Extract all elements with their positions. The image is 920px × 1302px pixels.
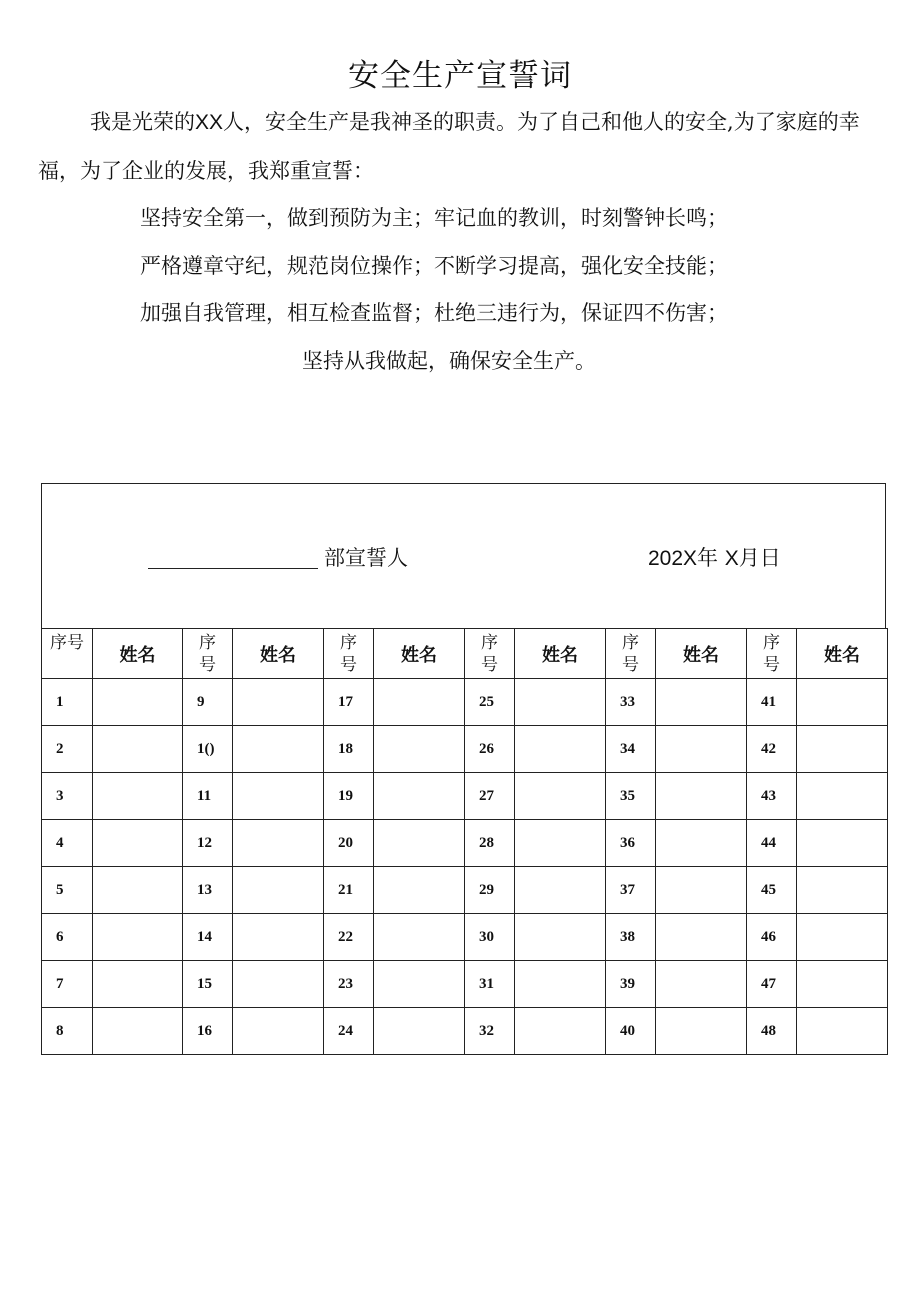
seq-number-cell: 16 (183, 1008, 233, 1055)
roster-row (42, 679, 888, 726)
roster-row (42, 773, 888, 820)
seq-number-cell: 12 (183, 820, 233, 867)
seq-number-cell: 32 (465, 1008, 515, 1055)
name-cell[interactable] (374, 867, 465, 914)
name-cell[interactable] (374, 914, 465, 961)
seq-number-cell: 30 (465, 914, 515, 961)
name-cell[interactable] (233, 1008, 324, 1055)
name-cell[interactable] (515, 961, 606, 1008)
signature-box (41, 483, 886, 628)
name-cell[interactable] (93, 1008, 183, 1055)
seq-number-cell: 11 (183, 773, 233, 820)
name-cell[interactable] (233, 726, 324, 773)
seq-number-cell: 41 (747, 679, 797, 726)
seq-number-cell: 33 (606, 679, 656, 726)
name-cell[interactable] (656, 679, 747, 726)
name-cell[interactable] (656, 914, 747, 961)
seq-number-cell: 6 (42, 914, 93, 961)
seq-number-cell: 42 (747, 726, 797, 773)
roster-row (42, 726, 888, 773)
seq-number-cell: 21 (324, 867, 374, 914)
seq-number-cell: 26 (465, 726, 515, 773)
seq-number-cell: 23 (324, 961, 374, 1008)
name-cell[interactable] (515, 820, 606, 867)
date-year: 202X (648, 547, 698, 570)
roster-row (42, 867, 888, 914)
roster-row (42, 1008, 888, 1055)
oath-line-1: 坚持安全第一，做到预防为主；牢记血的教训，时刻警钟长鸣； (140, 206, 728, 230)
name-header: 姓名 (374, 629, 465, 679)
name-cell[interactable] (374, 1008, 465, 1055)
name-cell[interactable] (797, 867, 888, 914)
name-cell[interactable] (515, 867, 606, 914)
seq-number-cell: 31 (465, 961, 515, 1008)
name-header: 姓名 (797, 629, 888, 679)
seq-number-cell: 5 (42, 867, 93, 914)
name-cell[interactable] (233, 820, 324, 867)
intro-part2: 人，安全生产是我神圣的职责。为了自己和他人的安全,为了家庭的幸福，为了企业的发展，我郑重宣誓： (38, 110, 860, 183)
seq-number-cell: 7 (42, 961, 93, 1008)
seq-number-cell: 45 (747, 867, 797, 914)
seq-number-cell: 18 (324, 726, 374, 773)
roster-row (42, 820, 888, 867)
name-cell[interactable] (797, 914, 888, 961)
seq-number-cell: 39 (606, 961, 656, 1008)
name-cell[interactable] (233, 773, 324, 820)
department-oath-label: 部宣誓人 (324, 546, 408, 570)
seq-number-cell: 36 (606, 820, 656, 867)
seq-number-cell: 37 (606, 867, 656, 914)
oath-line-2: 严格遵章守纪，规范岗位操作；不断学习提高，强化安全技能； (140, 254, 728, 278)
date-tail: 月日 (738, 546, 781, 570)
name-cell[interactable] (797, 679, 888, 726)
name-cell[interactable] (374, 679, 465, 726)
name-cell[interactable] (233, 914, 324, 961)
name-cell[interactable] (797, 961, 888, 1008)
signature-roster-table (41, 628, 888, 1055)
name-cell[interactable] (656, 867, 747, 914)
seq-number-cell: 2 (42, 726, 93, 773)
seq-number-cell: 22 (324, 914, 374, 961)
intro-paragraph (38, 98, 888, 195)
seq-number-cell: 34 (606, 726, 656, 773)
seq-number-cell: 44 (747, 820, 797, 867)
name-cell[interactable] (93, 820, 183, 867)
seq-number-cell: 1() (183, 726, 233, 773)
seq-number-cell: 15 (183, 961, 233, 1008)
oath-date (648, 542, 781, 572)
seq-number-cell: 20 (324, 820, 374, 867)
seq-number-cell: 3 (42, 773, 93, 820)
name-cell[interactable] (93, 914, 183, 961)
name-cell[interactable] (93, 726, 183, 773)
seq-number-cell: 17 (324, 679, 374, 726)
seq-number-cell: 1 (42, 679, 93, 726)
name-cell[interactable] (797, 820, 888, 867)
name-cell[interactable] (797, 1008, 888, 1055)
seq-number-cell: 35 (606, 773, 656, 820)
intro-part1: 我是光荣的 (90, 110, 195, 134)
seq-header: 序号 (183, 629, 233, 679)
name-cell[interactable] (374, 961, 465, 1008)
name-cell[interactable] (656, 726, 747, 773)
name-cell[interactable] (233, 961, 324, 1008)
date-year-unit: 年 (697, 546, 719, 570)
name-cell[interactable] (515, 679, 606, 726)
name-cell[interactable] (93, 867, 183, 914)
name-cell[interactable] (374, 773, 465, 820)
seq-number-cell: 38 (606, 914, 656, 961)
name-header: 姓名 (93, 629, 183, 679)
seq-number-cell: 40 (606, 1008, 656, 1055)
name-cell[interactable] (797, 726, 888, 773)
seq-number-cell: 46 (747, 914, 797, 961)
name-cell[interactable] (374, 820, 465, 867)
oath-line-4: 坚持从我做起，确保安全生产。 (302, 349, 596, 373)
oath-line-3: 加强自我管理，相互检查监督；杜绝三违行为，保证四不伤害； (140, 301, 728, 325)
seq-number-cell: 13 (183, 867, 233, 914)
seq-number-cell: 28 (465, 820, 515, 867)
name-cell[interactable] (233, 867, 324, 914)
name-cell[interactable] (656, 820, 747, 867)
seq-header: 序号 (465, 629, 515, 679)
seq-header: 序号 (747, 629, 797, 679)
seq-number-cell: 48 (747, 1008, 797, 1055)
name-cell[interactable] (656, 961, 747, 1008)
name-cell[interactable] (656, 773, 747, 820)
roster-row (42, 914, 888, 961)
name-cell[interactable] (93, 679, 183, 726)
seq-number-cell: 14 (183, 914, 233, 961)
roster-header-row (42, 629, 888, 679)
date-month: X (724, 547, 739, 570)
document-title: 安全生产宣誓词 (348, 58, 572, 94)
roster-row (42, 961, 888, 1008)
name-cell[interactable] (515, 1008, 606, 1055)
name-cell[interactable] (797, 773, 888, 820)
seq-number-cell: 24 (324, 1008, 374, 1055)
seq-header: 序号 (606, 629, 656, 679)
name-cell[interactable] (515, 726, 606, 773)
name-cell[interactable] (233, 679, 324, 726)
seq-header: 序号 (42, 629, 93, 679)
seq-number-cell: 9 (183, 679, 233, 726)
name-cell[interactable] (93, 961, 183, 1008)
name-cell[interactable] (374, 726, 465, 773)
name-header: 姓名 (233, 629, 324, 679)
seq-number-cell: 25 (465, 679, 515, 726)
seq-number-cell: 4 (42, 820, 93, 867)
name-header: 姓名 (656, 629, 747, 679)
seq-number-cell: 47 (747, 961, 797, 1008)
seq-header: 序号 (324, 629, 374, 679)
seq-number-cell: 19 (324, 773, 374, 820)
name-cell[interactable] (93, 773, 183, 820)
seq-number-cell: 8 (42, 1008, 93, 1055)
name-cell[interactable] (515, 773, 606, 820)
seq-number-cell: 27 (465, 773, 515, 820)
name-cell[interactable] (515, 914, 606, 961)
department-blank-line[interactable] (148, 568, 318, 569)
seq-number-cell: 29 (465, 867, 515, 914)
name-header: 姓名 (515, 629, 606, 679)
intro-placeholder: XX (195, 111, 224, 134)
seq-number-cell: 43 (747, 773, 797, 820)
name-cell[interactable] (656, 1008, 747, 1055)
